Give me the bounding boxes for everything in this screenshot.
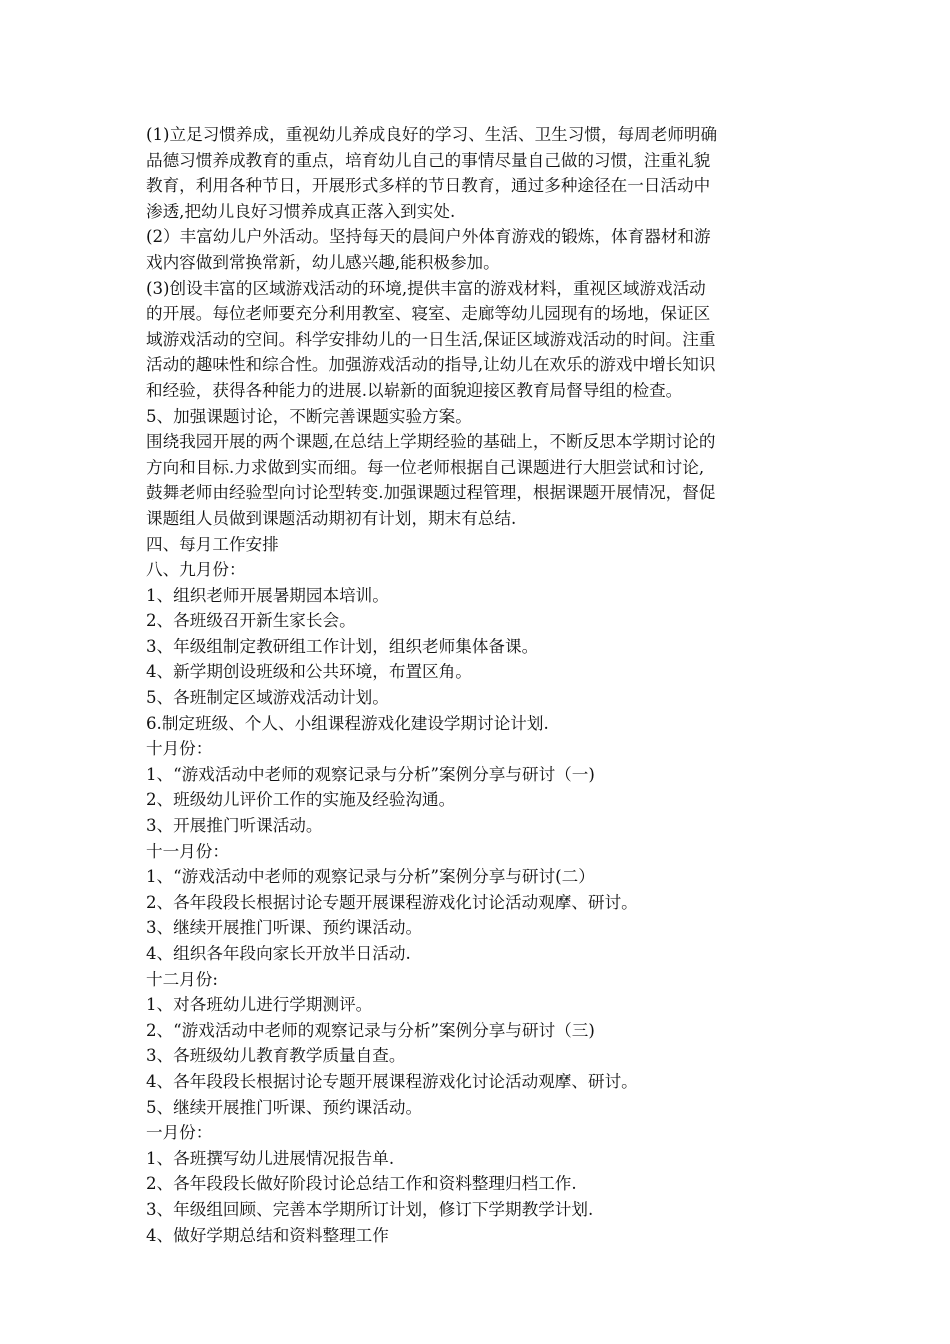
text-line: (1)立足习惯养成，重视幼儿养成良好的学习、生活、卫生习惯，每周老师明确 (146, 125, 718, 144)
text-line: 活动的趣味性和综合性。加强游戏活动的指导,让幼儿在欢乐的游戏中增长知识 (146, 355, 716, 375)
paragraph (146, 915, 816, 941)
text-line: 2、各年段段长根据讨论专题开展课程游戏化讨论活动观摩、研讨。 (146, 892, 638, 912)
text-line: (2）丰富幼儿户外活动。坚持每天的晨间户外体育游戏的锻炼，体育器材和游 (146, 227, 711, 247)
paragraph (146, 685, 816, 711)
text-line: 1、对各班幼儿进行学期测评。 (146, 995, 373, 1015)
text-line: 6.制定班级、个人、小组课程游戏化建设学期讨论计划. (146, 713, 549, 733)
paragraph (146, 992, 816, 1018)
paragraph (146, 583, 816, 609)
text-line: 鼓舞老师由经验型向讨论型转变.加强课题过程管理，根据课题开展情况，督促 (146, 483, 716, 503)
text-line: 4、做好学期总结和资料整理工作 (146, 1225, 389, 1245)
text-line: 围绕我园开展的两个课题,在总结上学期经验的基础上，不断反思本学期讨论的 (146, 432, 716, 452)
paragraph (146, 813, 816, 839)
paragraph (146, 711, 816, 737)
paragraph (146, 890, 816, 916)
paragraph (146, 1120, 816, 1146)
paragraph (146, 1069, 816, 1095)
text-line: 5、加强课题讨论，不断完善课题实验方案。 (146, 406, 472, 426)
text-line: 3、各班级幼儿教育教学质量自查。 (146, 1046, 406, 1066)
text-line: 和经验，获得各种能力的进展.以崭新的面貌迎接区教育局督导组的检查。 (146, 380, 683, 400)
text-line: 4、各年段段长根据讨论专题开展课程游戏化讨论活动观摩、研讨。 (146, 1071, 638, 1091)
text-line: 3、年级组制定教研组工作计划，组织老师集体备课。 (146, 636, 539, 656)
paragraph (146, 404, 816, 430)
text-line: 品德习惯养成教育的重点，培育幼儿自己的事情尽量自己做的习惯，注重礼貌 (146, 150, 711, 170)
paragraph (146, 787, 816, 813)
text-line: 渗透,把幼儿良好习惯养成真正落入到实处. (146, 201, 456, 221)
paragraph (146, 967, 816, 993)
text-line: 5、继续开展推门听课、预约课活动。 (146, 1097, 423, 1117)
paragraph (146, 1223, 816, 1249)
paragraph (146, 736, 816, 762)
text-line: 2、各年段段长做好阶段讨论总结工作和资料整理归档工作. (146, 1174, 577, 1194)
text-line: 十一月份： (146, 841, 229, 861)
text-line: 5、各班制定区域游戏活动计划。 (146, 688, 389, 708)
text-line: 四、每月工作安排 (146, 534, 279, 554)
text-line: 课题组人员做到课题活动期初有计划，期末有总结. (146, 508, 517, 528)
text-line: 3、年级组回顾、完善本学期所订计划，修订下学期教学计划. (146, 1199, 594, 1219)
text-line: (3)创设丰富的区域游戏活动的环境,提供丰富的游戏材料，重视区域游戏活动 (146, 278, 706, 298)
text-line: 的开展。每位老师要充分利用教室、寝室、走廊等幼儿园现有的场地，保证区 (146, 304, 711, 324)
text-line: 戏内容做到常换常新，幼儿感兴趣,能积极参加。 (146, 252, 500, 272)
paragraph (146, 1018, 816, 1044)
paragraph (146, 1146, 816, 1172)
paragraph (146, 224, 816, 275)
text-line: 1、组织老师开展暑期园本培训。 (146, 585, 389, 605)
text-line: 3、开展推门听课活动。 (146, 816, 323, 836)
text-line: 十月份： (146, 739, 213, 759)
text-line: 4、组织各年段向家长开放半日活动. (146, 944, 411, 963)
paragraph (146, 608, 816, 634)
document-body (146, 122, 816, 1248)
text-line: 教育，利用各种节日，开展形式多样的节日教育，通过多种途径在一日活动中 (146, 176, 711, 196)
text-line: 域游戏活动的空间。科学安排幼儿的一日生活,保证区域游戏活动的时间。注重 (146, 329, 716, 349)
text-line: 4、新学期创设班级和公共环境，布置区角。 (146, 662, 472, 682)
text-line: 3、继续开展推门听课、预约课活动。 (146, 918, 423, 938)
paragraph (146, 659, 816, 685)
text-line: 1、各班撰写幼儿进展情况报告单. (146, 1148, 395, 1168)
paragraph (146, 429, 816, 531)
paragraph (146, 634, 816, 660)
paragraph (146, 762, 816, 788)
paragraph (146, 276, 816, 404)
paragraph (146, 1043, 816, 1069)
text-line: 2、班级幼儿评价工作的实施及经验沟通。 (146, 790, 456, 810)
paragraph (146, 941, 816, 967)
paragraph (146, 1197, 816, 1223)
paragraph (146, 532, 816, 558)
paragraph (146, 1095, 816, 1121)
paragraph (146, 839, 816, 865)
text-line: 2、各班级召开新生家长会。 (146, 611, 356, 631)
text-line: 一月份： (146, 1123, 213, 1143)
paragraph (146, 557, 816, 583)
text-line: 八、九月份： (146, 560, 246, 580)
paragraph (146, 122, 816, 224)
text-line: 2、“游戏活动中老师的观察记录与分析”案例分享与研讨（三) (146, 1020, 595, 1040)
text-line: 十二月份: (146, 969, 218, 989)
text-line: 1、“游戏活动中老师的观察记录与分析”案例分享与研讨(二） (146, 867, 595, 887)
text-line: 1、“游戏活动中老师的观察记录与分析”案例分享与研讨（一) (146, 764, 595, 784)
text-line: 方向和目标.力求做到实而细。每一位老师根据自己课题进行大胆尝试和讨论, (146, 457, 705, 477)
paragraph (146, 864, 816, 890)
paragraph (146, 1171, 816, 1197)
